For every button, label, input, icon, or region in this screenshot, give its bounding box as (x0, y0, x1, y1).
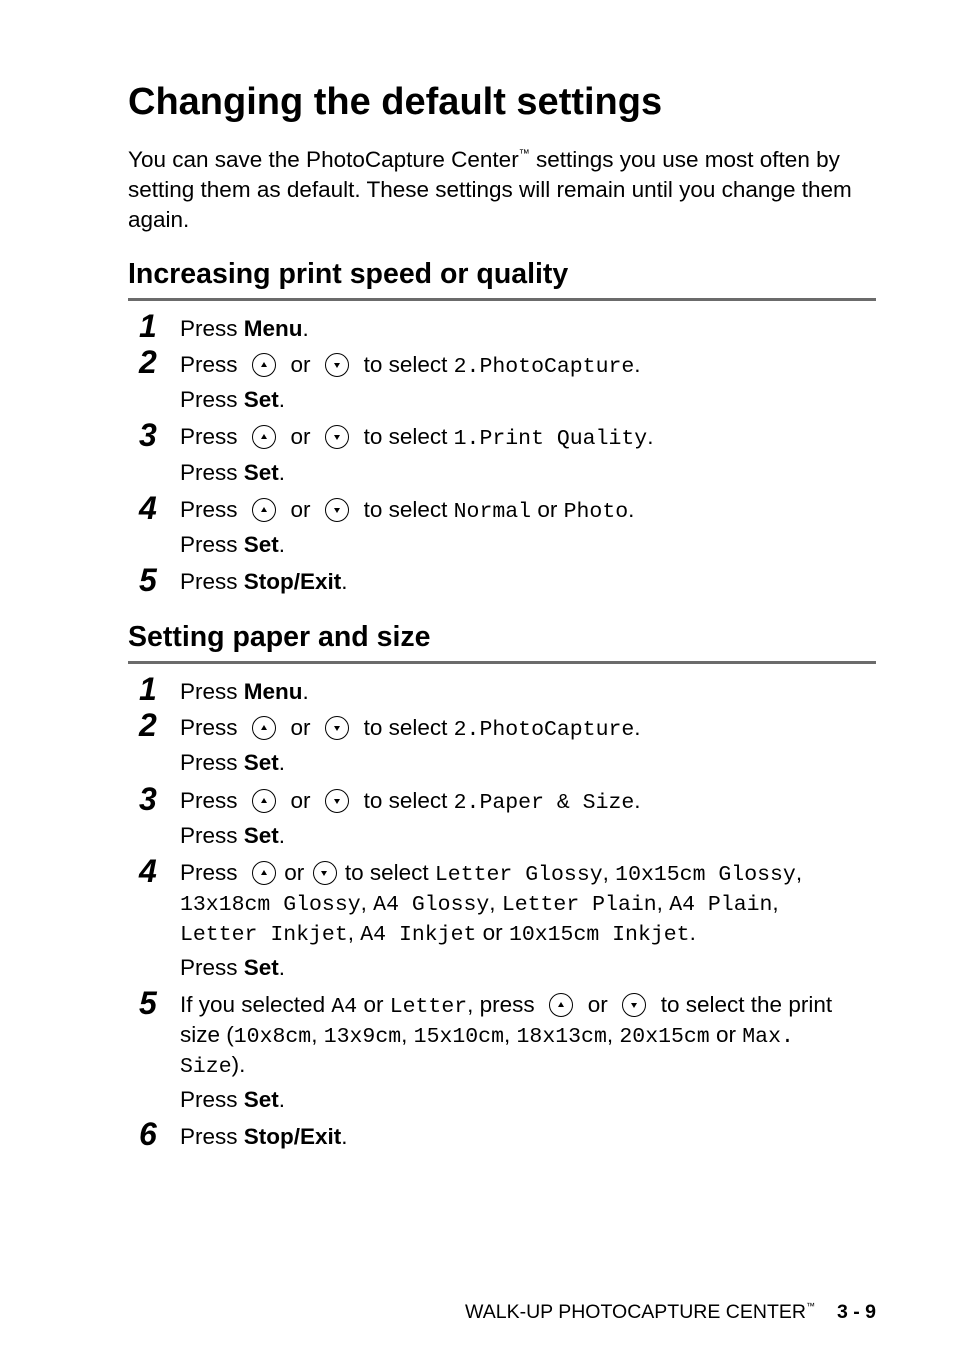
step-number: 3 (139, 781, 157, 817)
section-rule (128, 298, 876, 301)
step-text (180, 314, 309, 344)
stop-exit-key: Stop/Exit (243, 1124, 342, 1149)
menu-option: 1.Print Quality (453, 427, 648, 451)
to-select-text: to select (363, 788, 448, 813)
section-rule (128, 661, 876, 664)
menu-option: 2.PhotoCapture (453, 355, 635, 379)
to-select-text: to select (363, 715, 448, 740)
step-number: 6 (139, 1116, 157, 1152)
press-text: Press (180, 424, 238, 449)
comma: , (602, 860, 609, 885)
or-text: or (537, 497, 558, 522)
comma: , (656, 890, 663, 915)
stop-exit-key: Stop/Exit (243, 569, 342, 594)
press-text: Press (180, 1124, 244, 1149)
punctuation: . (341, 1124, 348, 1149)
punctuation: . (302, 679, 309, 704)
press-text: , press (467, 992, 535, 1017)
press-text: Press (180, 352, 238, 377)
menu-option: Photo (563, 500, 629, 524)
step-subtext (180, 821, 285, 851)
press-text: Press (180, 750, 244, 775)
comma: , (401, 1022, 408, 1047)
step-number: 4 (139, 853, 157, 889)
down-arrow-button-icon (622, 993, 646, 1017)
step-text-line-2 (180, 1020, 794, 1052)
comma: , (606, 1022, 614, 1047)
to-select-text: to select the print (660, 992, 833, 1017)
press-text: Press (180, 532, 244, 557)
down-arrow-button-icon (313, 861, 337, 885)
step-number: 3 (139, 417, 157, 453)
to-select-text: to select (363, 497, 448, 522)
size-option: Size (180, 1055, 232, 1079)
up-arrow-button-icon (252, 353, 276, 377)
step-number: 5 (139, 562, 157, 598)
size-option: 18x13cm (516, 1025, 607, 1049)
intro-text-2: settings you use most often by setting them as default. These settings will remain until you change them again. (128, 147, 852, 232)
down-arrow-button-icon (325, 789, 349, 813)
or-text: or (363, 992, 384, 1017)
size-option: Max. (742, 1025, 794, 1049)
step-subtext (180, 748, 285, 778)
menu-option: 2.Paper & Size (453, 791, 635, 815)
paper-option: Letter Glossy (434, 863, 603, 887)
step-number: 1 (139, 671, 157, 707)
set-key: Set (243, 823, 279, 848)
punctuation: . (278, 387, 286, 412)
to-select-text: to select (363, 352, 448, 377)
intro-paragraph (128, 145, 876, 235)
page-footer (465, 1301, 876, 1324)
to-select-text: to select (363, 424, 448, 449)
punctuation: . (278, 750, 286, 775)
size-option: 13x9cm (323, 1025, 402, 1049)
section-heading-paper-size: Setting paper and size (128, 621, 431, 653)
punctuation: . (278, 532, 286, 557)
size-option: 20x15cm (619, 1025, 710, 1049)
down-arrow-button-icon (325, 498, 349, 522)
step-text (180, 350, 641, 382)
step-text (180, 786, 641, 818)
comma: , (772, 890, 779, 915)
punctuation: . (278, 460, 286, 485)
or-text: or (290, 497, 311, 522)
step-number: 2 (139, 344, 157, 380)
up-arrow-button-icon (252, 498, 276, 522)
step-text (180, 422, 653, 454)
down-arrow-button-icon (325, 716, 349, 740)
menu-option: Normal (453, 500, 532, 524)
comma: , (795, 860, 803, 885)
press-text: Press (180, 679, 244, 704)
step-text (180, 677, 309, 707)
step-number: 4 (139, 490, 157, 526)
punctuation: ). (231, 1052, 246, 1077)
paper-option: A4 Inkjet (360, 923, 477, 947)
up-arrow-button-icon (252, 716, 276, 740)
if-selected-text: If you selected (180, 992, 326, 1017)
press-text: Press (180, 569, 244, 594)
step-text (180, 1122, 348, 1152)
punctuation: . (278, 955, 286, 980)
or-text: or (715, 1022, 736, 1047)
step-number: 2 (139, 707, 157, 743)
or-text: or (284, 860, 305, 885)
step-text (180, 567, 348, 597)
footer-label: WALK-UP PHOTOCAPTURE CENTER (465, 1301, 806, 1323)
or-text: or (290, 715, 311, 740)
trademark: ™ (805, 1301, 815, 1311)
set-key: Set (243, 460, 279, 485)
or-text: or (290, 424, 311, 449)
press-text: Press (180, 823, 244, 848)
size-text: size ( (180, 1022, 234, 1047)
page-title: Changing the default settings (128, 81, 663, 123)
punctuation: . (634, 352, 641, 377)
to-select-text: to select (344, 860, 429, 885)
paper-option: Letter (389, 995, 468, 1019)
step-number: 5 (139, 985, 157, 1021)
punctuation: . (278, 823, 286, 848)
paper-option: A4 Plain (669, 893, 773, 917)
comma: , (489, 890, 496, 915)
press-text: Press (180, 460, 244, 485)
punctuation: . (341, 569, 348, 594)
comma: , (311, 1022, 318, 1047)
set-key: Set (243, 1087, 279, 1112)
up-arrow-button-icon (252, 425, 276, 449)
step-text-line-3 (180, 918, 696, 950)
or-text: or (482, 920, 503, 945)
comma: , (360, 890, 367, 915)
paper-option: 10x15cm Inkjet (508, 923, 690, 947)
punctuation: . (628, 497, 635, 522)
menu-key: Menu (243, 679, 303, 704)
press-text: Press (180, 497, 238, 522)
step-number: 1 (139, 308, 157, 344)
punctuation: . (689, 920, 696, 945)
press-text: Press (180, 715, 238, 740)
up-arrow-button-icon (549, 993, 573, 1017)
press-text: Press (180, 316, 244, 341)
press-text: Press (180, 387, 244, 412)
section-heading-print-speed: Increasing print speed or quality (128, 258, 569, 290)
menu-option: 2.PhotoCapture (453, 718, 635, 742)
press-text: Press (180, 788, 238, 813)
set-key: Set (243, 532, 279, 557)
paper-option: 10x15cm Glossy (615, 863, 796, 887)
comma: , (504, 1022, 511, 1047)
step-subtext (180, 530, 285, 560)
step-text-line-1 (180, 990, 832, 1022)
step-subtext (180, 385, 285, 415)
or-text: or (290, 788, 311, 813)
punctuation: . (278, 1087, 286, 1112)
press-text: Press (180, 955, 244, 980)
punctuation: . (647, 424, 654, 449)
punctuation: . (302, 316, 309, 341)
or-text: or (587, 992, 608, 1017)
punctuation: . (634, 788, 641, 813)
set-key: Set (243, 750, 279, 775)
step-text-line-3 (180, 1050, 245, 1082)
punctuation: . (634, 715, 641, 740)
down-arrow-button-icon (325, 353, 349, 377)
menu-key: Menu (243, 316, 303, 341)
up-arrow-button-icon (252, 789, 276, 813)
set-key: Set (243, 387, 279, 412)
step-text (180, 713, 641, 745)
page-number: 3 - 9 (836, 1301, 876, 1323)
paper-option: Letter Inkjet (180, 923, 348, 947)
step-text-line-2 (180, 888, 779, 920)
set-key: Set (243, 955, 279, 980)
press-text: Press (180, 860, 238, 885)
step-subtext (180, 1085, 285, 1115)
or-text: or (290, 352, 311, 377)
step-text (180, 495, 634, 527)
step-subtext (180, 458, 285, 488)
up-arrow-button-icon (252, 861, 276, 885)
size-option: 15x10cm (413, 1025, 504, 1049)
step-subtext (180, 953, 285, 983)
step-text-line-1 (180, 858, 802, 890)
down-arrow-button-icon (325, 425, 349, 449)
paper-option: A4 Glossy (373, 893, 490, 917)
paper-option: 13x18cm Glossy (180, 893, 361, 917)
size-option: 10x8cm (233, 1025, 312, 1049)
paper-option: A4 (331, 995, 358, 1019)
intro-text-1: You can save the PhotoCapture Center (128, 147, 519, 172)
trademark: ™ (518, 148, 530, 160)
paper-option: Letter Plain (501, 893, 657, 917)
comma: , (347, 920, 354, 945)
press-text: Press (180, 1087, 244, 1112)
